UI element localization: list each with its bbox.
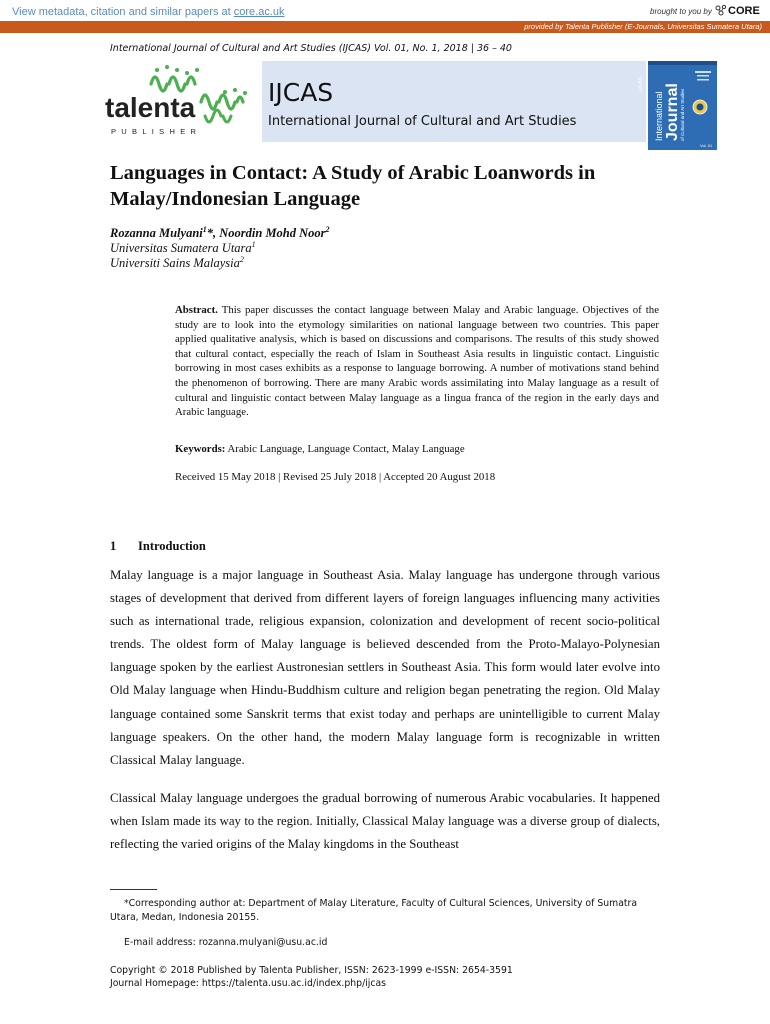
svg-text:of Cultural and Art Studies: of Cultural and Art Studies — [680, 88, 685, 141]
affiliation-1-superscript: 1 — [251, 240, 256, 249]
keywords-label: Keywords: — [175, 443, 226, 455]
core-ac-uk-link[interactable]: core.ac.uk — [233, 6, 285, 18]
author-1: Rozanna Mulyani — [110, 226, 203, 241]
journal-abbreviation: IJCAS — [268, 78, 334, 107]
talenta-logo-icon — [105, 62, 261, 140]
provided-by-bar — [0, 21, 770, 33]
svg-text:Journal: Journal — [664, 83, 681, 141]
abstract-label: Abstract. — [175, 304, 218, 316]
author-1-mark: *, — [206, 226, 220, 241]
body-paragraph-2: Classical Malay language undergoes the gradual borrowing of numerous Arabic vocabularies. It happened when Islam made its way to the region. Initially, Classical Malay language was a diverse group of dialects, reflecting the varied origins of the Malay kingdoms in the Southeast — [110, 791, 660, 852]
section-title: Introduction — [138, 539, 206, 553]
author-2: Noordin Mohd Noor — [219, 226, 326, 241]
core-metadata-link-text — [12, 6, 285, 18]
svg-text:IJCAS: IJCAS — [638, 77, 644, 92]
core-brand[interactable]: CORE — [728, 5, 760, 17]
journal-cover-image — [638, 61, 717, 150]
abstract-text: This paper discusses the contact language between Malay and Arabic language. Objectives of the study are to look into the etymology similarities on national language between two countries. This paper applied qualitative analysis, which is based on discussions and comparisons. The results of this study showed that cultural contact, especially the reach of Islam in Southeast Asia results in linguistic contact. Linguistic borrowing in most cases exhibits as a response to language borrowing. A number of motivations stand behind the phenomenon of borrowing. There are many Arabic words assimilating into Malay language as a result of cultural and linguistic contact between Malay language as a lingua franca of the region in the early days and Arabic language. — [175, 304, 659, 419]
author-1-superscript: 1 — [202, 225, 207, 234]
body-paragraph-1: Malay language is a major language in Southeast Asia. Malay language has undergone through various stages of development that derived from different layers of foreign languages influencing many activities such as international trade, religious expansion, colonization and development of recent socio-political trends. The oldest form of Malay language is believed descended from the Proto-Malayo-Polynesian language spoken by the earliest Austronesian settlers in Southeast Asia. This form would later evolve into Old Malay language when Hindu-Buddhism culture and religion began penetrating the region. Old Malay language contained some Sanskrit terms that exist today and perhaps are unintelligible to current Malay language speakers. On the other hand, the modern Malay language form is recognizable in written Classical Malay language. — [110, 568, 660, 767]
affiliation-2-text: Universiti Sains Malaysia — [110, 256, 240, 271]
keywords — [175, 443, 659, 455]
section-number: 1 — [110, 539, 117, 553]
keywords-text: Arabic Language, Language Contact, Malay Language — [225, 443, 465, 455]
svg-text:Vol. 01: Vol. 01 — [700, 143, 713, 148]
core-view-text: View metadata, citation and similar papers at — [12, 6, 234, 18]
core-brought-by: brought to you by — [650, 7, 712, 16]
journal-reference: International Journal of Cultural and Art Studies (IJCAS) Vol. 01, No. 1, 2018 | 36 – 40 — [110, 43, 512, 54]
affiliation-1-text: Universitas Sumatera Utara — [110, 241, 252, 256]
core-logo-icon — [714, 3, 728, 17]
footnote-email: E-mail address: rozanna.mulyani@usu.ac.id — [124, 937, 328, 948]
copyright-block — [110, 964, 513, 990]
svg-text:International: International — [654, 91, 664, 141]
copyright-line: Copyright © 2018 Published by Talenta Publisher, ISSN: 2623-1999 e-ISSN: 2654-3591 — [110, 965, 513, 976]
author-2-superscript: 2 — [325, 225, 330, 234]
journal-full-name: International Journal of Cultural and Art Studies — [268, 114, 577, 129]
talenta-publisher-logo — [105, 62, 261, 140]
affiliation-1 — [110, 240, 256, 256]
footnote-rule — [110, 889, 157, 890]
corresponding-author-footnote: *Corresponding author at: Department of Malay Literature, Faculty of Cultural Sciences, University of Sumatra Utara, Medan, Indonesia 20155. — [110, 898, 638, 923]
svg-text:talenta: talenta — [105, 92, 196, 123]
affiliation-2-superscript: 2 — [239, 255, 244, 264]
journal-homepage-line: Journal Homepage: https://talenta.usu.ac.id/index.php/ijcas — [110, 978, 387, 989]
author-list — [110, 225, 330, 241]
affiliation-2 — [110, 255, 244, 271]
abstract — [175, 303, 659, 420]
received-dates: Received 15 May 2018 | Revised 25 July 2018 | Accepted 20 August 2018 — [175, 471, 496, 483]
paper-title: Languages in Contact: A Study of Arabic Loanwords in Malay/Indonesian Language — [110, 162, 596, 210]
svg-text:PUBLISHER: PUBLISHER — [111, 127, 202, 136]
provided-by-text: provided by Talenta Publisher (E-Journals, Universitas Sumatera Utara) — [524, 22, 762, 31]
